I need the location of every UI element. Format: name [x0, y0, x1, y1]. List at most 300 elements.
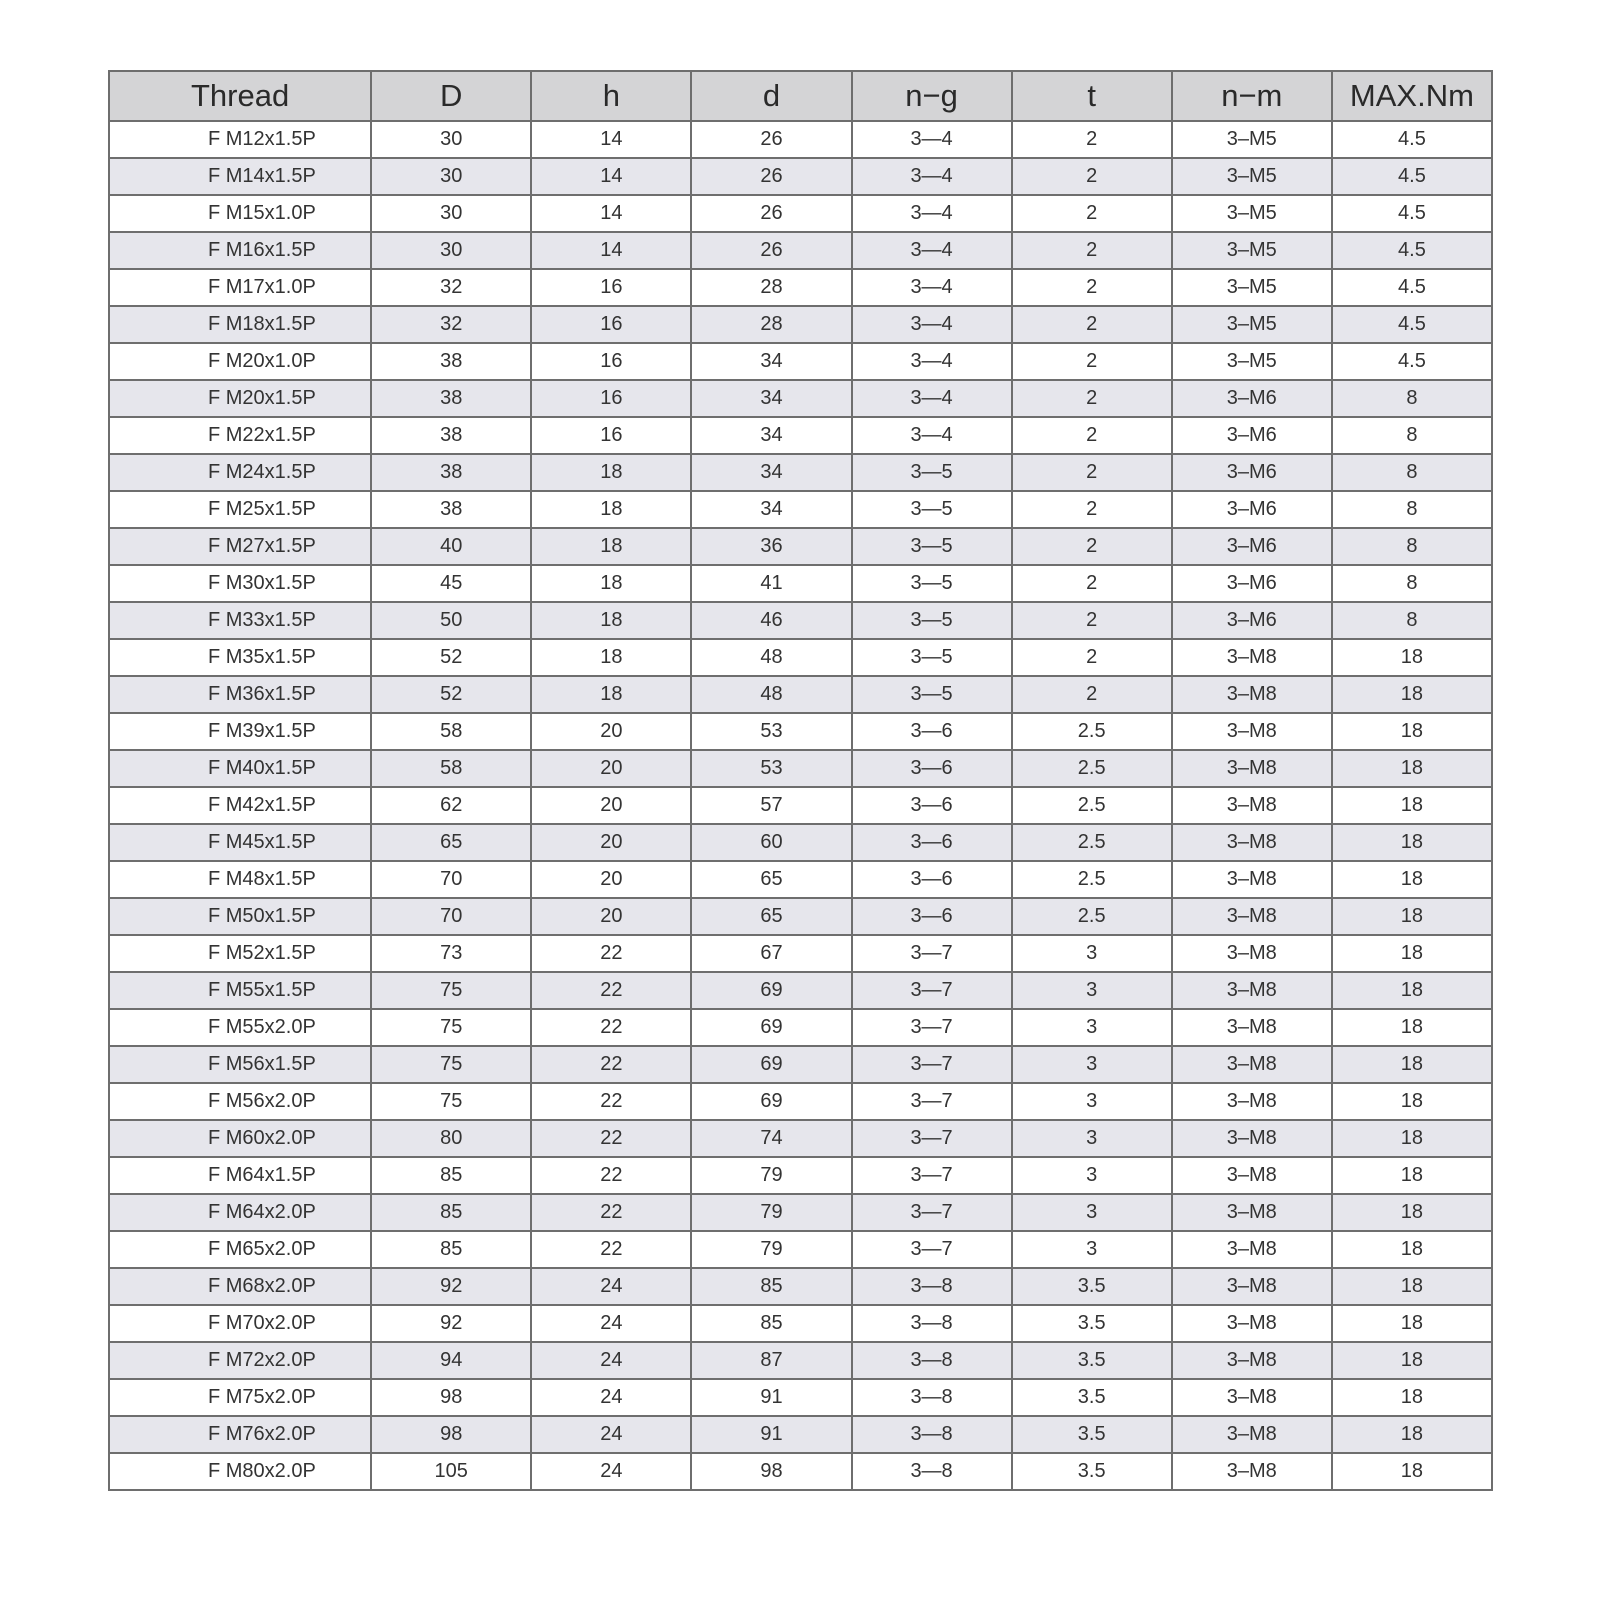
table-row	[109, 158, 1492, 195]
table-row	[109, 565, 1492, 602]
thickness-cell: 2.5	[1012, 787, 1172, 824]
height-cell: 14	[531, 121, 691, 158]
max-torque-cell: 8	[1332, 491, 1492, 528]
max-torque-cell: 4.5	[1332, 121, 1492, 158]
n-m-cell: 3–M8	[1172, 1046, 1332, 1083]
max-torque-cell: 18	[1332, 824, 1492, 861]
thickness-cell: 3	[1012, 1009, 1172, 1046]
n-m-cell: 3–M8	[1172, 1194, 1332, 1231]
inner-diameter-cell: 91	[691, 1416, 851, 1453]
max-torque-cell: 18	[1332, 972, 1492, 1009]
n-m-cell: 3–M8	[1172, 1453, 1332, 1490]
max-torque-cell: 4.5	[1332, 306, 1492, 343]
n-g-cell: 3—7	[852, 935, 1012, 972]
max-torque-cell: 18	[1332, 639, 1492, 676]
height-cell: 20	[531, 861, 691, 898]
n-m-cell: 3–M8	[1172, 1120, 1332, 1157]
inner-diameter-cell: 85	[691, 1268, 851, 1305]
table-row	[109, 787, 1492, 824]
height-cell: 22	[531, 1046, 691, 1083]
outer-diameter-cell: 75	[371, 1083, 531, 1120]
table-row	[109, 1009, 1492, 1046]
n-m-cell: 3–M8	[1172, 787, 1332, 824]
height-cell: 24	[531, 1379, 691, 1416]
max-torque-cell: 4.5	[1332, 343, 1492, 380]
outer-diameter-cell: 80	[371, 1120, 531, 1157]
thread-cell: F M12x1.5P	[109, 121, 371, 158]
header-n-g: n−g	[852, 71, 1012, 121]
thread-cell: F M48x1.5P	[109, 861, 371, 898]
max-torque-cell: 8	[1332, 602, 1492, 639]
inner-diameter-cell: 74	[691, 1120, 851, 1157]
n-g-cell: 3—4	[852, 158, 1012, 195]
outer-diameter-cell: 85	[371, 1157, 531, 1194]
thread-cell: F M52x1.5P	[109, 935, 371, 972]
table-row	[109, 972, 1492, 1009]
table-row	[109, 750, 1492, 787]
height-cell: 22	[531, 1009, 691, 1046]
n-g-cell: 3—6	[852, 750, 1012, 787]
thickness-cell: 2	[1012, 306, 1172, 343]
outer-diameter-cell: 85	[371, 1194, 531, 1231]
thread-cell: F M27x1.5P	[109, 528, 371, 565]
thickness-cell: 3	[1012, 1083, 1172, 1120]
outer-diameter-cell: 40	[371, 528, 531, 565]
header-inner-diameter: d	[691, 71, 851, 121]
height-cell: 24	[531, 1342, 691, 1379]
max-torque-cell: 18	[1332, 898, 1492, 935]
max-torque-cell: 18	[1332, 750, 1492, 787]
inner-diameter-cell: 41	[691, 565, 851, 602]
header-thickness: t	[1012, 71, 1172, 121]
table-row	[109, 195, 1492, 232]
outer-diameter-cell: 65	[371, 824, 531, 861]
thickness-cell: 2	[1012, 417, 1172, 454]
outer-diameter-cell: 38	[371, 454, 531, 491]
thread-cell: F M33x1.5P	[109, 602, 371, 639]
table-body	[109, 121, 1492, 1490]
table-row	[109, 861, 1492, 898]
inner-diameter-cell: 69	[691, 1083, 851, 1120]
outer-diameter-cell: 30	[371, 121, 531, 158]
max-torque-cell: 18	[1332, 1231, 1492, 1268]
height-cell: 16	[531, 343, 691, 380]
thickness-cell: 2	[1012, 121, 1172, 158]
thickness-cell: 3	[1012, 1231, 1172, 1268]
n-m-cell: 3–M8	[1172, 676, 1332, 713]
n-m-cell: 3–M8	[1172, 935, 1332, 972]
table-row	[109, 380, 1492, 417]
inner-diameter-cell: 34	[691, 380, 851, 417]
max-torque-cell: 18	[1332, 1046, 1492, 1083]
table-row	[109, 269, 1492, 306]
max-torque-cell: 4.5	[1332, 232, 1492, 269]
inner-diameter-cell: 79	[691, 1157, 851, 1194]
inner-diameter-cell: 28	[691, 306, 851, 343]
inner-diameter-cell: 28	[691, 269, 851, 306]
thread-cell: F M80x2.0P	[109, 1453, 371, 1490]
header-height: h	[531, 71, 691, 121]
inner-diameter-cell: 26	[691, 195, 851, 232]
header-n-m: n−m	[1172, 71, 1332, 121]
thickness-cell: 2	[1012, 639, 1172, 676]
thickness-cell: 3.5	[1012, 1305, 1172, 1342]
outer-diameter-cell: 98	[371, 1379, 531, 1416]
thickness-cell: 2	[1012, 380, 1172, 417]
thread-cell: F M20x1.5P	[109, 380, 371, 417]
height-cell: 14	[531, 195, 691, 232]
inner-diameter-cell: 34	[691, 343, 851, 380]
inner-diameter-cell: 26	[691, 121, 851, 158]
height-cell: 20	[531, 787, 691, 824]
inner-diameter-cell: 87	[691, 1342, 851, 1379]
max-torque-cell: 18	[1332, 1120, 1492, 1157]
n-m-cell: 3–M8	[1172, 1305, 1332, 1342]
n-g-cell: 3—7	[852, 972, 1012, 1009]
table-row	[109, 1120, 1492, 1157]
n-g-cell: 3—5	[852, 639, 1012, 676]
max-torque-cell: 18	[1332, 1416, 1492, 1453]
thickness-cell: 3.5	[1012, 1453, 1172, 1490]
n-g-cell: 3—7	[852, 1194, 1012, 1231]
outer-diameter-cell: 30	[371, 195, 531, 232]
n-g-cell: 3—5	[852, 602, 1012, 639]
thread-cell: F M40x1.5P	[109, 750, 371, 787]
table-row	[109, 1157, 1492, 1194]
n-m-cell: 3–M8	[1172, 1009, 1332, 1046]
inner-diameter-cell: 26	[691, 158, 851, 195]
table-row	[109, 1231, 1492, 1268]
thickness-cell: 2	[1012, 269, 1172, 306]
outer-diameter-cell: 32	[371, 306, 531, 343]
n-g-cell: 3—7	[852, 1120, 1012, 1157]
thread-cell: F M75x2.0P	[109, 1379, 371, 1416]
n-g-cell: 3—6	[852, 861, 1012, 898]
inner-diameter-cell: 69	[691, 972, 851, 1009]
n-m-cell: 3–M5	[1172, 269, 1332, 306]
table-row	[109, 454, 1492, 491]
n-m-cell: 3–M8	[1172, 1379, 1332, 1416]
thread-cell: F M45x1.5P	[109, 824, 371, 861]
inner-diameter-cell: 48	[691, 639, 851, 676]
n-m-cell: 3–M5	[1172, 232, 1332, 269]
table-row	[109, 824, 1492, 861]
inner-diameter-cell: 26	[691, 232, 851, 269]
height-cell: 18	[531, 676, 691, 713]
inner-diameter-cell: 34	[691, 454, 851, 491]
max-torque-cell: 18	[1332, 676, 1492, 713]
table-row	[109, 121, 1492, 158]
thickness-cell: 2	[1012, 454, 1172, 491]
thread-cell: F M55x1.5P	[109, 972, 371, 1009]
inner-diameter-cell: 79	[691, 1231, 851, 1268]
thickness-cell: 3	[1012, 972, 1172, 1009]
table-row	[109, 1083, 1492, 1120]
header-row	[109, 71, 1492, 121]
n-g-cell: 3—4	[852, 380, 1012, 417]
outer-diameter-cell: 73	[371, 935, 531, 972]
thread-spec-table	[108, 70, 1493, 1491]
thickness-cell: 3	[1012, 1194, 1172, 1231]
outer-diameter-cell: 38	[371, 380, 531, 417]
outer-diameter-cell: 94	[371, 1342, 531, 1379]
height-cell: 18	[531, 639, 691, 676]
n-m-cell: 3–M8	[1172, 1268, 1332, 1305]
n-g-cell: 3—8	[852, 1453, 1012, 1490]
table-row	[109, 491, 1492, 528]
outer-diameter-cell: 62	[371, 787, 531, 824]
thickness-cell: 3	[1012, 1046, 1172, 1083]
table-row	[109, 1342, 1492, 1379]
height-cell: 22	[531, 1231, 691, 1268]
n-m-cell: 3–M8	[1172, 1342, 1332, 1379]
table-row	[109, 1305, 1492, 1342]
n-m-cell: 3–M5	[1172, 343, 1332, 380]
thickness-cell: 2	[1012, 565, 1172, 602]
max-torque-cell: 8	[1332, 417, 1492, 454]
outer-diameter-cell: 92	[371, 1268, 531, 1305]
n-g-cell: 3—5	[852, 491, 1012, 528]
n-m-cell: 3–M6	[1172, 565, 1332, 602]
max-torque-cell: 8	[1332, 528, 1492, 565]
height-cell: 14	[531, 158, 691, 195]
header-outer-diameter: D	[371, 71, 531, 121]
thickness-cell: 2.5	[1012, 750, 1172, 787]
height-cell: 24	[531, 1305, 691, 1342]
height-cell: 20	[531, 824, 691, 861]
table-row	[109, 306, 1492, 343]
height-cell: 14	[531, 232, 691, 269]
inner-diameter-cell: 53	[691, 750, 851, 787]
n-g-cell: 3—8	[852, 1305, 1012, 1342]
height-cell: 24	[531, 1453, 691, 1490]
n-m-cell: 3–M6	[1172, 454, 1332, 491]
n-g-cell: 3—5	[852, 676, 1012, 713]
outer-diameter-cell: 38	[371, 417, 531, 454]
thread-cell: F M36x1.5P	[109, 676, 371, 713]
max-torque-cell: 18	[1332, 935, 1492, 972]
thread-cell: F M56x2.0P	[109, 1083, 371, 1120]
outer-diameter-cell: 50	[371, 602, 531, 639]
outer-diameter-cell: 75	[371, 972, 531, 1009]
height-cell: 20	[531, 898, 691, 935]
thread-cell: F M60x2.0P	[109, 1120, 371, 1157]
inner-diameter-cell: 57	[691, 787, 851, 824]
table-row	[109, 1268, 1492, 1305]
thread-cell: F M42x1.5P	[109, 787, 371, 824]
inner-diameter-cell: 34	[691, 417, 851, 454]
header-thread: Thread	[109, 71, 371, 121]
max-torque-cell: 18	[1332, 1305, 1492, 1342]
thread-cell: F M22x1.5P	[109, 417, 371, 454]
inner-diameter-cell: 34	[691, 491, 851, 528]
table-row	[109, 417, 1492, 454]
thread-cell: F M18x1.5P	[109, 306, 371, 343]
inner-diameter-cell: 48	[691, 676, 851, 713]
n-m-cell: 3–M8	[1172, 898, 1332, 935]
thread-cell: F M65x2.0P	[109, 1231, 371, 1268]
n-m-cell: 3–M8	[1172, 1231, 1332, 1268]
max-torque-cell: 18	[1332, 1268, 1492, 1305]
height-cell: 22	[531, 1194, 691, 1231]
inner-diameter-cell: 46	[691, 602, 851, 639]
inner-diameter-cell: 85	[691, 1305, 851, 1342]
thread-cell: F M50x1.5P	[109, 898, 371, 935]
thread-cell: F M76x2.0P	[109, 1416, 371, 1453]
thread-cell: F M24x1.5P	[109, 454, 371, 491]
n-g-cell: 3—7	[852, 1231, 1012, 1268]
thickness-cell: 2	[1012, 491, 1172, 528]
n-g-cell: 3—8	[852, 1416, 1012, 1453]
thread-cell: F M14x1.5P	[109, 158, 371, 195]
n-g-cell: 3—6	[852, 713, 1012, 750]
table-row	[109, 935, 1492, 972]
thickness-cell: 2.5	[1012, 861, 1172, 898]
header-max-torque: MAX.Nm	[1332, 71, 1492, 121]
height-cell: 16	[531, 380, 691, 417]
thickness-cell: 2	[1012, 232, 1172, 269]
n-m-cell: 3–M8	[1172, 1416, 1332, 1453]
n-g-cell: 3—6	[852, 898, 1012, 935]
n-g-cell: 3—7	[852, 1009, 1012, 1046]
thread-cell: F M17x1.0P	[109, 269, 371, 306]
n-m-cell: 3–M6	[1172, 417, 1332, 454]
table-row	[109, 713, 1492, 750]
thickness-cell: 3	[1012, 1120, 1172, 1157]
height-cell: 22	[531, 935, 691, 972]
thread-cell: F M55x2.0P	[109, 1009, 371, 1046]
thickness-cell: 2	[1012, 158, 1172, 195]
inner-diameter-cell: 98	[691, 1453, 851, 1490]
outer-diameter-cell: 32	[371, 269, 531, 306]
thickness-cell: 3.5	[1012, 1379, 1172, 1416]
thread-cell: F M39x1.5P	[109, 713, 371, 750]
inner-diameter-cell: 53	[691, 713, 851, 750]
outer-diameter-cell: 38	[371, 343, 531, 380]
n-g-cell: 3—6	[852, 824, 1012, 861]
n-m-cell: 3–M8	[1172, 639, 1332, 676]
height-cell: 20	[531, 713, 691, 750]
max-torque-cell: 8	[1332, 380, 1492, 417]
outer-diameter-cell: 85	[371, 1231, 531, 1268]
inner-diameter-cell: 65	[691, 861, 851, 898]
height-cell: 18	[531, 454, 691, 491]
table-row	[109, 602, 1492, 639]
n-g-cell: 3—7	[852, 1157, 1012, 1194]
thread-cell: F M20x1.0P	[109, 343, 371, 380]
n-m-cell: 3–M8	[1172, 972, 1332, 1009]
table-row	[109, 1453, 1492, 1490]
table-row	[109, 528, 1492, 565]
n-g-cell: 3—4	[852, 232, 1012, 269]
inner-diameter-cell: 67	[691, 935, 851, 972]
n-g-cell: 3—4	[852, 269, 1012, 306]
height-cell: 22	[531, 1157, 691, 1194]
thickness-cell: 2	[1012, 343, 1172, 380]
n-m-cell: 3–M8	[1172, 1083, 1332, 1120]
height-cell: 18	[531, 491, 691, 528]
thread-cell: F M70x2.0P	[109, 1305, 371, 1342]
inner-diameter-cell: 91	[691, 1379, 851, 1416]
table-row	[109, 1046, 1492, 1083]
max-torque-cell: 18	[1332, 1342, 1492, 1379]
table-row	[109, 343, 1492, 380]
outer-diameter-cell: 75	[371, 1046, 531, 1083]
n-g-cell: 3—4	[852, 306, 1012, 343]
inner-diameter-cell: 79	[691, 1194, 851, 1231]
thread-cell: F M64x2.0P	[109, 1194, 371, 1231]
max-torque-cell: 4.5	[1332, 195, 1492, 232]
outer-diameter-cell: 52	[371, 639, 531, 676]
height-cell: 16	[531, 306, 691, 343]
height-cell: 18	[531, 565, 691, 602]
height-cell: 18	[531, 602, 691, 639]
max-torque-cell: 18	[1332, 861, 1492, 898]
max-torque-cell: 8	[1332, 565, 1492, 602]
height-cell: 16	[531, 269, 691, 306]
n-g-cell: 3—4	[852, 195, 1012, 232]
n-g-cell: 3—6	[852, 787, 1012, 824]
outer-diameter-cell: 105	[371, 1453, 531, 1490]
n-m-cell: 3–M8	[1172, 1157, 1332, 1194]
max-torque-cell: 18	[1332, 1379, 1492, 1416]
n-m-cell: 3–M6	[1172, 380, 1332, 417]
height-cell: 24	[531, 1268, 691, 1305]
thickness-cell: 3.5	[1012, 1416, 1172, 1453]
thread-cell: F M35x1.5P	[109, 639, 371, 676]
table-header	[109, 71, 1492, 121]
table-row	[109, 1416, 1492, 1453]
n-m-cell: 3–M5	[1172, 121, 1332, 158]
n-m-cell: 3–M5	[1172, 195, 1332, 232]
n-g-cell: 3—8	[852, 1342, 1012, 1379]
thickness-cell: 2.5	[1012, 713, 1172, 750]
inner-diameter-cell: 60	[691, 824, 851, 861]
max-torque-cell: 4.5	[1332, 158, 1492, 195]
n-g-cell: 3—5	[852, 454, 1012, 491]
n-m-cell: 3–M8	[1172, 713, 1332, 750]
n-g-cell: 3—4	[852, 417, 1012, 454]
outer-diameter-cell: 45	[371, 565, 531, 602]
thickness-cell: 3	[1012, 935, 1172, 972]
max-torque-cell: 18	[1332, 787, 1492, 824]
outer-diameter-cell: 52	[371, 676, 531, 713]
thickness-cell: 2	[1012, 528, 1172, 565]
table-row	[109, 1194, 1492, 1231]
max-torque-cell: 18	[1332, 1194, 1492, 1231]
n-m-cell: 3–M5	[1172, 306, 1332, 343]
height-cell: 16	[531, 417, 691, 454]
height-cell: 18	[531, 528, 691, 565]
n-g-cell: 3—8	[852, 1379, 1012, 1416]
n-m-cell: 3–M6	[1172, 602, 1332, 639]
outer-diameter-cell: 58	[371, 713, 531, 750]
n-g-cell: 3—8	[852, 1268, 1012, 1305]
thickness-cell: 2	[1012, 676, 1172, 713]
height-cell: 24	[531, 1416, 691, 1453]
thickness-cell: 3.5	[1012, 1342, 1172, 1379]
max-torque-cell: 4.5	[1332, 269, 1492, 306]
outer-diameter-cell: 75	[371, 1009, 531, 1046]
height-cell: 22	[531, 1083, 691, 1120]
outer-diameter-cell: 70	[371, 861, 531, 898]
n-m-cell: 3–M6	[1172, 491, 1332, 528]
n-m-cell: 3–M6	[1172, 528, 1332, 565]
outer-diameter-cell: 70	[371, 898, 531, 935]
outer-diameter-cell: 98	[371, 1416, 531, 1453]
thread-cell: F M72x2.0P	[109, 1342, 371, 1379]
table-row	[109, 639, 1492, 676]
